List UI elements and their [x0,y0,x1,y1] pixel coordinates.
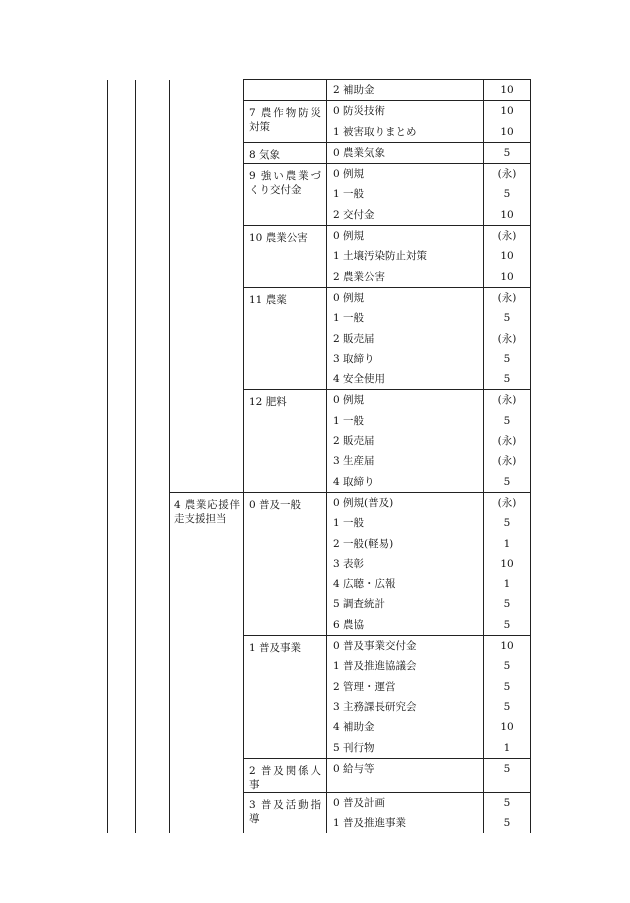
item-label: 1 普及推進事業 [333,817,407,830]
category-label: 1 普及事業 [249,642,302,655]
category-cell [244,142,327,163]
retention-period: 5 [503,817,511,830]
category-label: 10 農業公害 [249,232,308,245]
item-label: 0 例規 [333,394,365,407]
retention-period: 10 [500,84,514,96]
item-label: 2 一般(軽易) [333,537,394,550]
category-label: 8 気象 [249,148,281,161]
retention-cell [484,390,531,492]
retention-period: 5 [503,373,511,386]
section-label-cell [170,492,244,833]
item-label: 2 交付金 [333,208,375,221]
category-cell [244,101,327,143]
retention-period: 5 [503,700,511,713]
item-label: 5 調査統計 [333,598,386,611]
category-cell [244,636,327,759]
retention-period: 5 [503,618,511,631]
category-cell [244,287,327,389]
retention-period: 5 [503,475,511,488]
category-label [244,80,326,85]
group-row [108,80,531,101]
retention-period: 5 [503,312,511,325]
item-cell [327,287,484,389]
retention-period: (永) [497,332,517,345]
section-label: 4 農業応援伴走支援担当 [174,498,240,525]
retention-period: 5 [503,598,511,611]
item-label: 0 普及事業交付金 [333,640,417,653]
retention-period: 1 [503,741,511,754]
retention-period: (永) [497,291,517,304]
retention-period: 10 [500,270,514,283]
item-label: 0 例規 [333,291,365,304]
category-cell [244,492,327,635]
group-row [108,492,531,635]
retention-cell [484,287,531,389]
item-cell [327,80,484,101]
item-label: 2 農業公害 [333,270,386,283]
retention-period: 10 [500,208,514,221]
item-label: 4 広聴・広報 [333,578,396,591]
item-label: 2 販売届 [333,332,375,345]
retention-period: 10 [500,250,514,263]
retention-period: 10 [500,640,514,653]
item-label: 1 土壌汚染防止対策 [333,250,428,263]
item-label: 2 管理・運営 [333,680,396,693]
retention-period: 5 [503,352,511,365]
retention-cell [484,80,531,101]
level2-column [136,80,170,834]
retention-period: 5 [503,517,511,530]
item-label: 0 農業気象 [333,146,386,159]
item-label: 1 一般 [333,414,365,427]
retention-cell [484,226,531,288]
category-cell [244,792,327,833]
item-label: 2 補助金 [333,84,375,96]
item-cell [327,142,484,163]
item-label: 1 普及推進協議会 [333,660,417,673]
item-cell [327,164,484,226]
item-label: 1 一般 [333,312,365,325]
retention-period: (永) [497,496,517,509]
retention-period: 5 [503,660,511,673]
retention-cell [484,142,531,163]
item-label: 0 例規 [333,168,365,181]
item-label: 1 一般 [333,517,365,530]
category-label: 2 普及関係人事 [249,764,321,791]
item-label: 0 給与等 [333,762,375,775]
item-label: 4 取締り [333,475,375,488]
item-label: 1 被害取りまとめ [333,125,417,138]
retention-cell [484,164,531,226]
item-label: 3 取締り [333,352,375,365]
retention-period: (永) [497,455,517,468]
retention-period: 5 [503,188,511,201]
item-label: 0 例規 [333,230,365,243]
retention-period: 5 [503,146,511,159]
retention-period: (永) [497,230,517,243]
retention-period: 5 [503,762,511,775]
item-cell [327,636,484,759]
category-cell [244,226,327,288]
item-cell [327,792,484,833]
retention-period: 1 [503,537,511,550]
item-label: 5 刊行物 [333,741,375,754]
retention-cell [484,758,531,792]
category-label: 0 普及一般 [249,498,302,511]
retention-period: 10 [500,105,514,118]
item-label: 3 表彰 [333,557,365,570]
retention-period: (永) [497,394,517,407]
item-label: 1 一般 [333,188,365,201]
retention-cell [484,792,531,833]
category-label: 11 農薬 [249,293,287,306]
item-cell [327,492,484,635]
item-label: 4 補助金 [333,721,375,734]
category-cell [244,80,327,101]
category-label: 9 強い農業づくり交付金 [249,170,321,197]
retention-period: 1 [503,578,511,591]
category-cell [244,390,327,492]
item-label: 3 生産届 [333,455,375,468]
category-label: 3 普及活動指導 [249,798,321,825]
retention-cell [484,492,531,635]
item-label: 6 農協 [333,618,365,631]
level3-column-blank [170,80,244,493]
item-cell [327,390,484,492]
retention-period: 10 [500,721,514,734]
item-label: 0 普及計画 [333,796,386,809]
category-label: 7 農作物防災対策 [249,107,321,134]
item-label: 4 安全使用 [333,373,386,386]
category-cell [244,164,327,226]
item-label: 0 防災技術 [333,105,386,118]
retention-period: 5 [503,680,511,693]
retention-period: 10 [500,125,514,138]
retention-schedule-table [107,79,531,833]
category-cell [244,758,327,792]
retention-period: 5 [503,796,511,809]
item-label: 2 販売届 [333,435,375,448]
item-cell [327,758,484,792]
retention-cell [484,636,531,759]
level1-column [108,80,136,834]
retention-period: (永) [497,168,517,181]
retention-cell [484,101,531,143]
item-cell [327,226,484,288]
retention-period: (永) [497,435,517,448]
item-label: 3 主務課長研究会 [333,700,417,713]
item-label: 0 例規(普及) [333,496,394,509]
retention-period: 10 [500,557,514,570]
item-cell [327,101,484,143]
retention-period: 5 [503,414,511,427]
category-label: 12 肥料 [249,396,287,409]
